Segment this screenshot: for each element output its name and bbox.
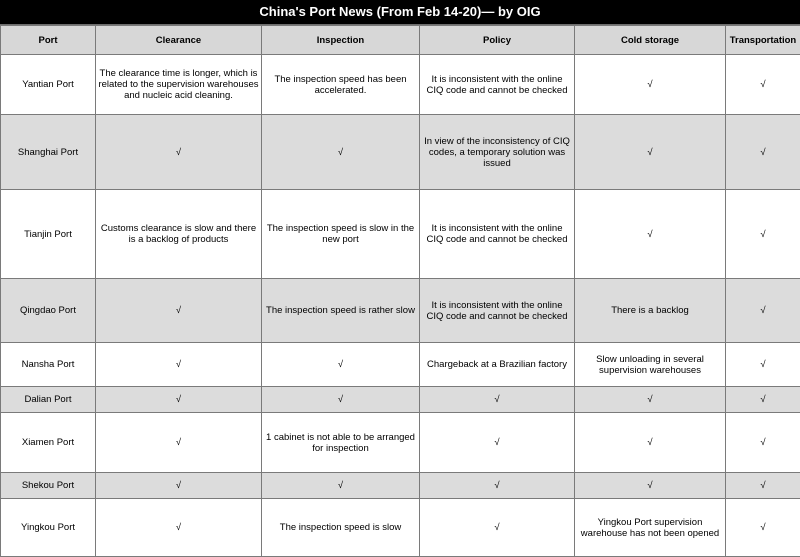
column-header-port: Port xyxy=(1,26,96,55)
inspection-cell: The inspection speed is slow xyxy=(262,499,420,557)
policy-cell: It is inconsistent with the online CIQ code and cannot be checked xyxy=(420,55,575,115)
inspection-cell: √ xyxy=(262,343,420,387)
clearance-cell: √ xyxy=(96,115,262,190)
policy-cell: √ xyxy=(420,473,575,499)
port-cell: Shekou Port xyxy=(1,473,96,499)
port-cell: Xiamen Port xyxy=(1,413,96,473)
header-row xyxy=(1,26,800,55)
port-cell: Qingdao Port xyxy=(1,279,96,343)
table-row xyxy=(1,499,800,557)
transportation-cell: √ xyxy=(726,499,800,557)
inspection-cell: √ xyxy=(262,115,420,190)
cold-storage-cell: Yingkou Port supervision warehouse has not been opened xyxy=(575,499,726,557)
cold-storage-cell: √ xyxy=(575,190,726,279)
port-news-table xyxy=(0,25,800,557)
port-cell: Tianjin Port xyxy=(1,190,96,279)
transportation-cell: √ xyxy=(726,115,800,190)
clearance-cell: √ xyxy=(96,387,262,413)
column-header-clearance: Clearance xyxy=(96,26,262,55)
table-row xyxy=(1,279,800,343)
port-cell: Dalian Port xyxy=(1,387,96,413)
table-row xyxy=(1,473,800,499)
cold-storage-cell: √ xyxy=(575,115,726,190)
clearance-cell: √ xyxy=(96,473,262,499)
inspection-cell: √ xyxy=(262,473,420,499)
port-cell: Shanghai Port xyxy=(1,115,96,190)
table-row xyxy=(1,190,800,279)
cold-storage-cell: √ xyxy=(575,387,726,413)
table-row xyxy=(1,413,800,473)
inspection-cell: The inspection speed has been accelerated. xyxy=(262,55,420,115)
clearance-cell: √ xyxy=(96,499,262,557)
cold-storage-cell: √ xyxy=(575,55,726,115)
clearance-cell: Customs clearance is slow and there is a backlog of products xyxy=(96,190,262,279)
transportation-cell: √ xyxy=(726,413,800,473)
table-row xyxy=(1,343,800,387)
port-cell: Nansha Port xyxy=(1,343,96,387)
port-cell: Yingkou Port xyxy=(1,499,96,557)
inspection-cell: The inspection speed is slow in the new port xyxy=(262,190,420,279)
inspection-cell: 1 cabinet is not able to be arranged for inspection xyxy=(262,413,420,473)
inspection-cell: The inspection speed is rather slow xyxy=(262,279,420,343)
table-title: China's Port News (From Feb 14-20)— by OIG xyxy=(0,0,800,25)
table-row xyxy=(1,387,800,413)
cold-storage-cell: Slow unloading in several supervision warehouses xyxy=(575,343,726,387)
policy-cell: It is inconsistent with the online CIQ code and cannot be checked xyxy=(420,279,575,343)
cold-storage-cell: There is a backlog xyxy=(575,279,726,343)
policy-cell: √ xyxy=(420,413,575,473)
column-header-inspection: Inspection xyxy=(262,26,420,55)
transportation-cell: √ xyxy=(726,279,800,343)
policy-cell: Chargeback at a Brazilian factory xyxy=(420,343,575,387)
policy-cell: In view of the inconsistency of CIQ codes, a temporary solution was issued xyxy=(420,115,575,190)
transportation-cell: √ xyxy=(726,190,800,279)
policy-cell: It is inconsistent with the online CIQ code and cannot be checked xyxy=(420,190,575,279)
column-header-policy: Policy xyxy=(420,26,575,55)
transportation-cell: √ xyxy=(726,473,800,499)
clearance-cell: The clearance time is longer, which is related to the supervision warehouses and nucleic acid cleaning. xyxy=(96,55,262,115)
column-header-cold-storage: Cold storage xyxy=(575,26,726,55)
transportation-cell: √ xyxy=(726,343,800,387)
cold-storage-cell: √ xyxy=(575,413,726,473)
clearance-cell: √ xyxy=(96,413,262,473)
column-header-transportation: Transportation xyxy=(726,26,800,55)
transportation-cell: √ xyxy=(726,387,800,413)
policy-cell: √ xyxy=(420,387,575,413)
table-row xyxy=(1,115,800,190)
clearance-cell: √ xyxy=(96,343,262,387)
policy-cell: √ xyxy=(420,499,575,557)
port-cell: Yantian Port xyxy=(1,55,96,115)
table-row xyxy=(1,55,800,115)
clearance-cell: √ xyxy=(96,279,262,343)
inspection-cell: √ xyxy=(262,387,420,413)
transportation-cell: √ xyxy=(726,55,800,115)
cold-storage-cell: √ xyxy=(575,473,726,499)
